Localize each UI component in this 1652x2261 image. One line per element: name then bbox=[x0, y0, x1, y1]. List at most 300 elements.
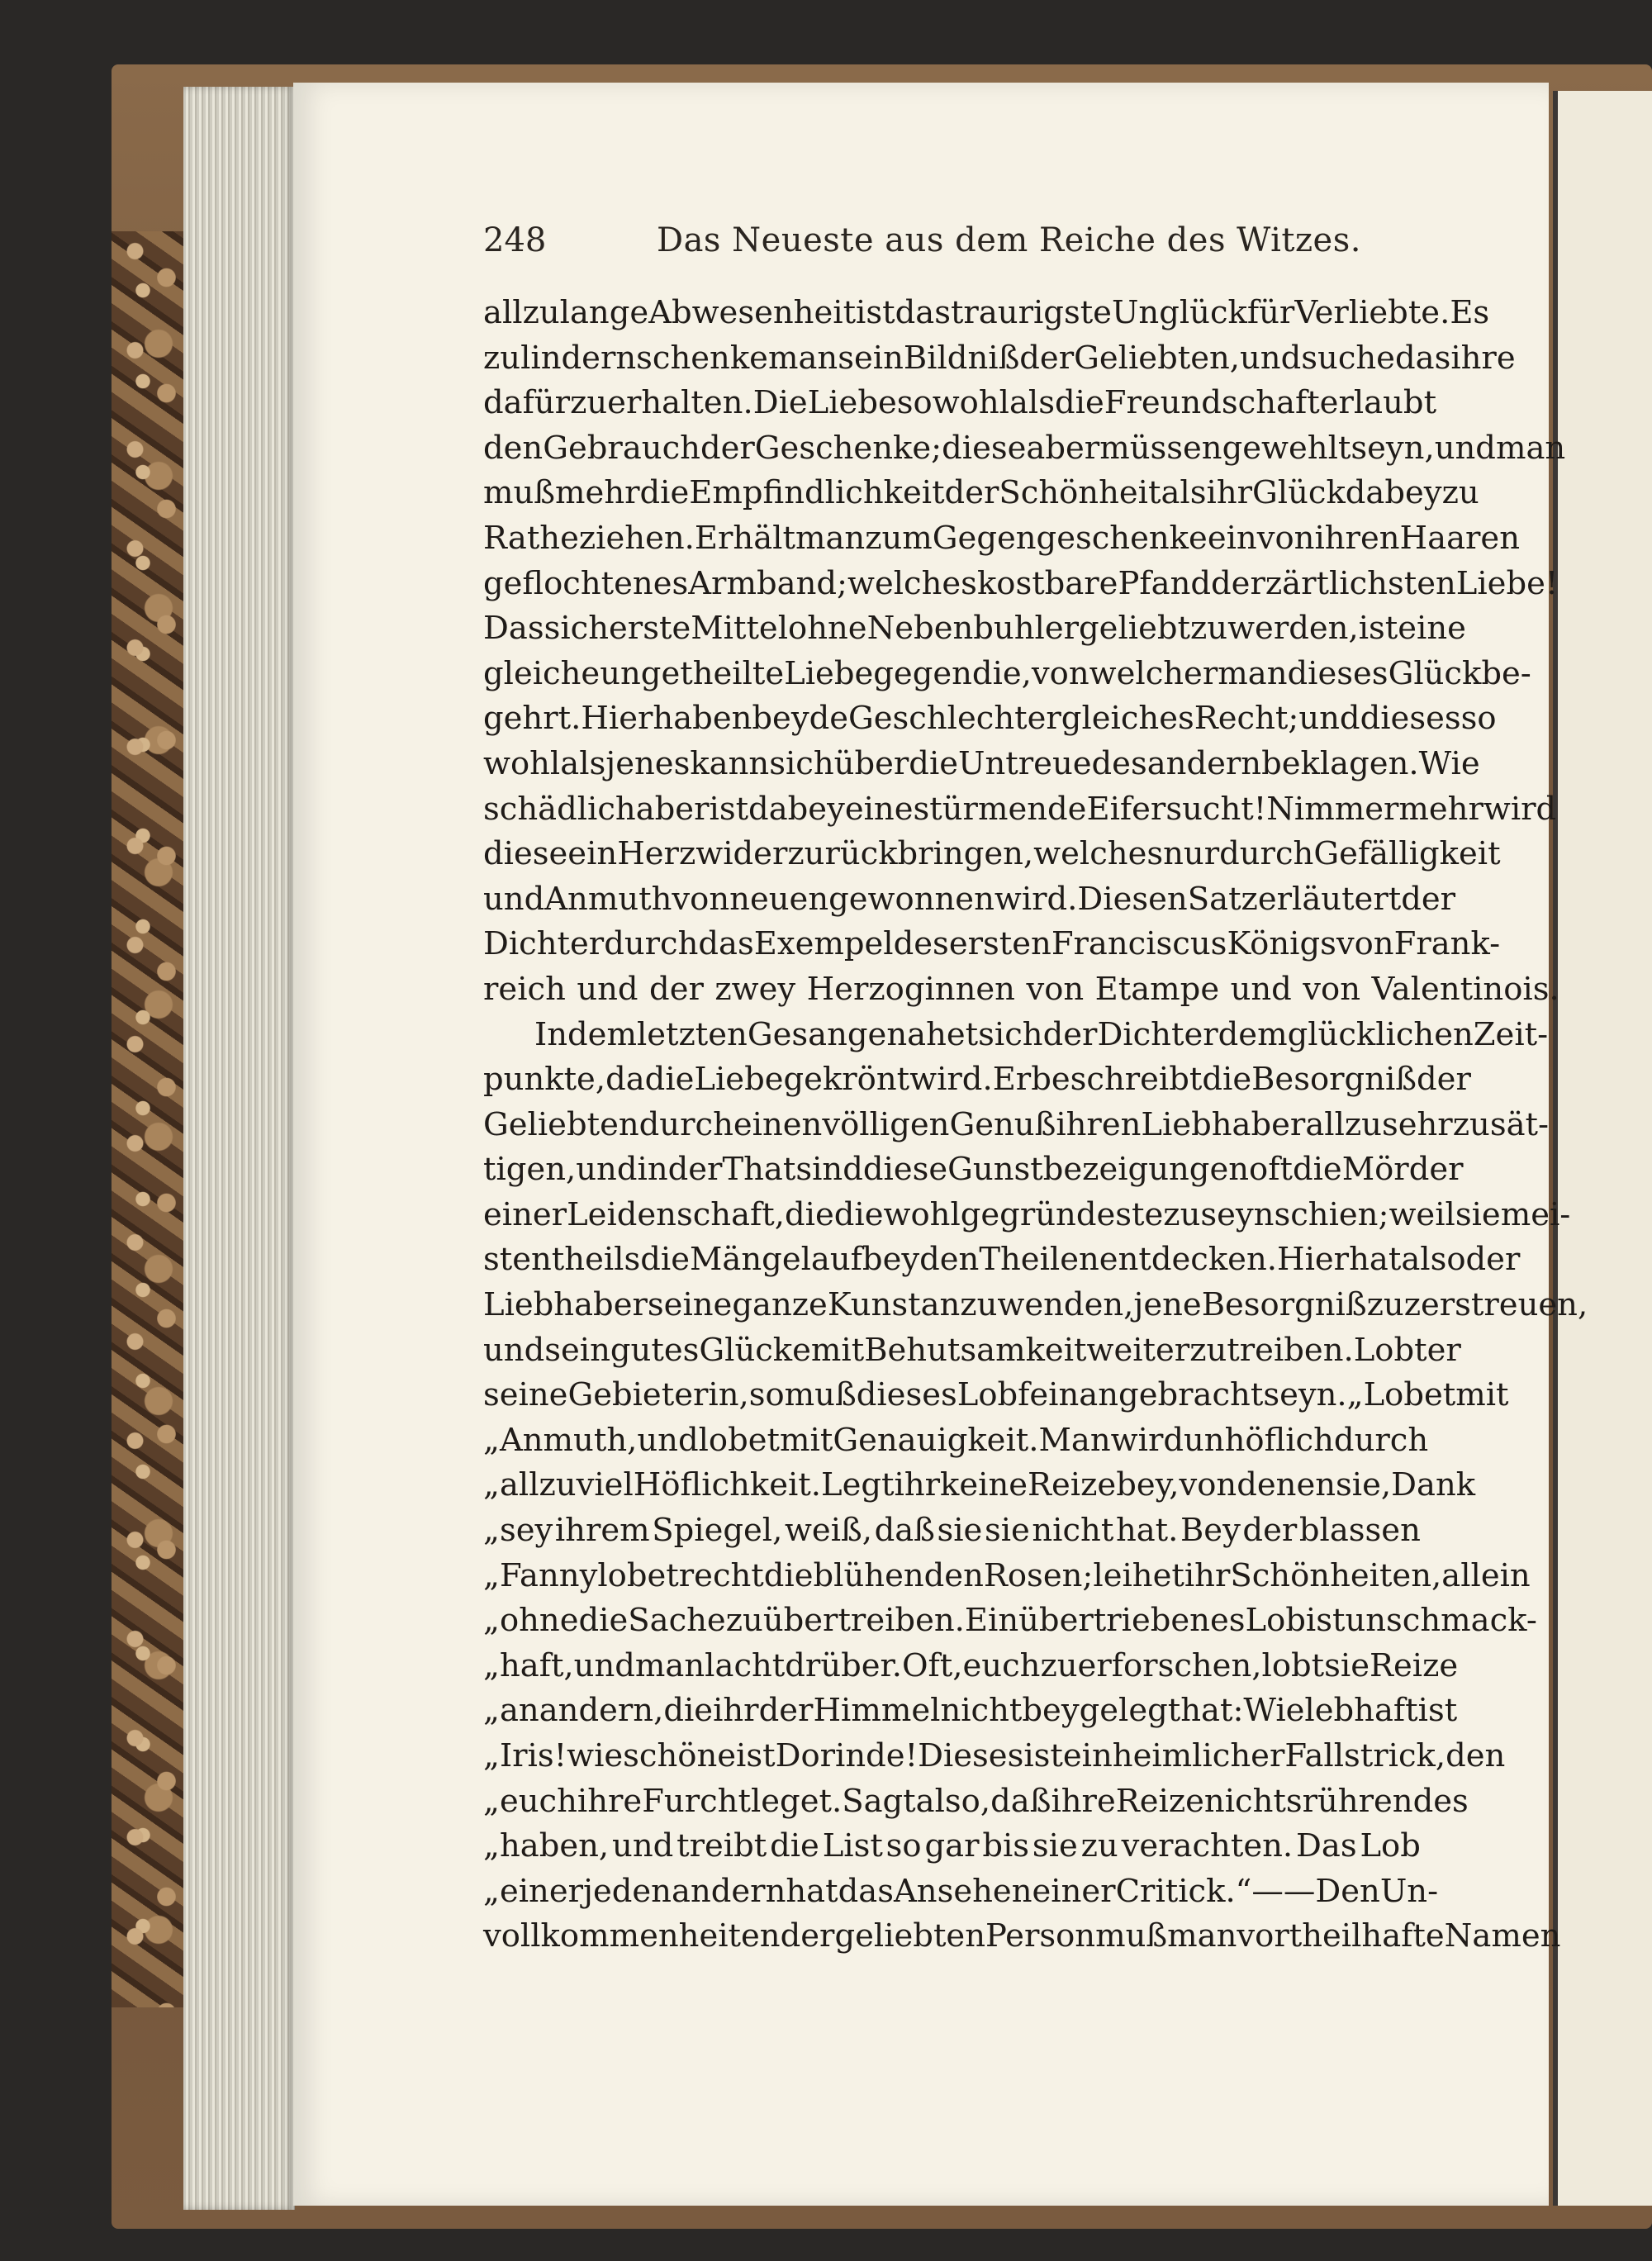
text-line bbox=[483, 652, 1531, 697]
word: gekrönt bbox=[783, 1061, 910, 1099]
word: Mittel bbox=[691, 610, 789, 648]
word: „sey bbox=[483, 1512, 553, 1550]
word: heimlicher bbox=[1112, 1737, 1285, 1774]
word: man bbox=[767, 339, 838, 377]
word: Das bbox=[483, 610, 544, 648]
word: kostbare bbox=[976, 564, 1118, 602]
word: jenes bbox=[605, 744, 691, 782]
word: „haft, bbox=[483, 1646, 574, 1684]
word: nahet bbox=[886, 1015, 979, 1053]
word: gutes bbox=[610, 1331, 700, 1369]
word: erforschen, bbox=[1077, 1646, 1262, 1684]
word: erlaubt bbox=[1319, 384, 1437, 422]
word: Es bbox=[1450, 294, 1490, 331]
text-line bbox=[483, 1463, 1476, 1508]
word: diese bbox=[942, 429, 1027, 467]
word: lacht bbox=[705, 1646, 786, 1684]
word: und bbox=[1240, 339, 1302, 377]
word: eine bbox=[1398, 610, 1466, 648]
word: durch bbox=[1333, 1421, 1429, 1459]
word: ihre bbox=[1051, 1782, 1116, 1820]
word: der bbox=[649, 970, 704, 1008]
text-line bbox=[483, 922, 1501, 967]
text-line bbox=[483, 1147, 1464, 1193]
word: seine bbox=[647, 1286, 733, 1324]
word: angebracht bbox=[1079, 1376, 1264, 1414]
word: sät- bbox=[1489, 1105, 1550, 1143]
word: „euch bbox=[483, 1782, 577, 1820]
word: Bey bbox=[1180, 1512, 1241, 1550]
word: Sagt bbox=[842, 1782, 916, 1820]
word: einer bbox=[483, 1195, 567, 1233]
word: Glücke bbox=[699, 1331, 811, 1369]
word: lobet bbox=[698, 1421, 781, 1459]
word: mit bbox=[1455, 1376, 1509, 1414]
word: Oft, bbox=[901, 1646, 963, 1684]
word: Herzoginnen bbox=[806, 970, 1015, 1008]
text-line bbox=[483, 1554, 1531, 1599]
word: „Iris! bbox=[483, 1737, 567, 1774]
word: ein bbox=[1062, 1737, 1113, 1774]
running-head: Das Neueste aus dem Reiche des Witzes. bbox=[657, 221, 1361, 259]
word: Critick.“ bbox=[1115, 1872, 1252, 1910]
word: die bbox=[644, 1061, 695, 1099]
word: Legt bbox=[821, 1466, 895, 1504]
text-line bbox=[483, 832, 1501, 877]
word: Nimmermehr bbox=[1266, 790, 1483, 828]
word: gehrt. bbox=[483, 700, 582, 738]
word: so bbox=[1460, 700, 1497, 738]
word: beyde bbox=[752, 700, 849, 738]
word: zerstreuen, bbox=[1403, 1286, 1588, 1324]
word: Lob bbox=[1245, 1602, 1306, 1640]
word: Königs bbox=[1227, 925, 1336, 963]
word: dieses bbox=[856, 1376, 957, 1414]
word: Satz bbox=[1187, 880, 1258, 918]
word: ist bbox=[1417, 1692, 1458, 1730]
word: Exempel bbox=[753, 925, 894, 963]
word: das bbox=[895, 294, 951, 331]
word: sein bbox=[544, 1331, 610, 1369]
word: List bbox=[822, 1827, 883, 1865]
word: die bbox=[785, 1195, 834, 1233]
word: zu bbox=[1441, 474, 1479, 512]
word: bey, bbox=[1116, 1466, 1180, 1504]
text-line bbox=[483, 1508, 1421, 1554]
word: Unglück bbox=[1111, 294, 1247, 331]
word: traurigste bbox=[950, 294, 1112, 331]
word: Reize bbox=[1115, 1782, 1204, 1820]
word: der bbox=[1042, 1015, 1098, 1053]
word: nur bbox=[1163, 835, 1220, 873]
text-line bbox=[483, 1598, 1537, 1644]
word: zu bbox=[1189, 1331, 1227, 1369]
word: punkte, bbox=[483, 1061, 606, 1099]
word: Haaren bbox=[1399, 519, 1521, 557]
word: des bbox=[1091, 744, 1147, 782]
body-text bbox=[483, 291, 1588, 1959]
word: „Fanny bbox=[483, 1556, 598, 1594]
word: welches bbox=[847, 564, 977, 602]
word: weiter bbox=[1086, 1331, 1190, 1369]
word: ist bbox=[1305, 1602, 1346, 1640]
word: gar bbox=[924, 1827, 980, 1865]
word: jeden bbox=[583, 1872, 672, 1910]
word: dieses bbox=[1360, 700, 1461, 738]
word: treiben. bbox=[1227, 1331, 1354, 1369]
text-line bbox=[483, 562, 1559, 607]
word: wird. bbox=[994, 880, 1078, 918]
word: der bbox=[1417, 1061, 1471, 1099]
text-line bbox=[483, 696, 1497, 742]
word: man bbox=[795, 519, 866, 557]
text-line bbox=[483, 1779, 1469, 1825]
text-line bbox=[483, 1193, 1571, 1238]
word: die bbox=[578, 1602, 629, 1640]
word: der bbox=[944, 474, 999, 512]
word: seyn. bbox=[1263, 1376, 1347, 1414]
word: der bbox=[1401, 880, 1456, 918]
word: Die bbox=[752, 384, 808, 422]
word: bringen, bbox=[897, 835, 1034, 873]
word: unschmack- bbox=[1345, 1602, 1537, 1640]
word: fein bbox=[1018, 1376, 1080, 1414]
word: Kunst bbox=[827, 1286, 921, 1324]
word: Er bbox=[992, 1061, 1032, 1099]
word: dem bbox=[567, 1015, 637, 1053]
word: vortheilhafte bbox=[1237, 1917, 1445, 1955]
word: zurück bbox=[787, 835, 898, 873]
word: Gesange bbox=[747, 1015, 887, 1053]
text-line bbox=[483, 742, 1480, 787]
word: drüber. bbox=[785, 1646, 902, 1684]
word: Liebe bbox=[807, 384, 897, 422]
word: und bbox=[483, 1331, 545, 1369]
word: vollkommenheiten bbox=[483, 1917, 781, 1955]
word: die bbox=[1054, 384, 1104, 422]
word: die bbox=[1202, 1061, 1252, 1099]
word: müssen bbox=[1099, 429, 1222, 467]
word: leihet bbox=[1093, 1556, 1184, 1594]
word: letzten bbox=[636, 1015, 748, 1053]
word: Valentinois. bbox=[1371, 970, 1559, 1008]
word: ersten bbox=[948, 925, 1051, 963]
word: sie bbox=[984, 1512, 1030, 1550]
word: Den bbox=[1315, 1872, 1380, 1910]
word: übertreiben. bbox=[762, 1602, 965, 1640]
word: die bbox=[833, 1195, 884, 1233]
word: hat bbox=[1349, 1241, 1402, 1279]
text-line bbox=[483, 1418, 1429, 1464]
word: Gebrauch bbox=[543, 429, 700, 467]
word: eine bbox=[844, 790, 914, 828]
word: dieses bbox=[1287, 654, 1389, 692]
word: von bbox=[1031, 654, 1089, 692]
text-line bbox=[483, 1869, 1439, 1915]
word: der bbox=[1465, 1241, 1521, 1279]
word: geliebten bbox=[834, 1917, 985, 1955]
text-line bbox=[483, 1373, 1509, 1418]
word: Ansehen bbox=[893, 1872, 1032, 1910]
word: die bbox=[639, 474, 690, 512]
word: reich bbox=[483, 970, 566, 1008]
word: Person bbox=[985, 1917, 1096, 1955]
word: Geschlechter bbox=[848, 700, 1061, 738]
word: sicherste bbox=[544, 610, 691, 648]
word: sie, bbox=[1336, 1466, 1392, 1504]
word: der bbox=[1211, 564, 1265, 602]
word: Man bbox=[1038, 1421, 1111, 1459]
word: schöne bbox=[623, 1737, 737, 1774]
word: gewonnen bbox=[828, 880, 995, 918]
word: glücklichen bbox=[1287, 1015, 1474, 1053]
word: erhalten. bbox=[607, 384, 753, 422]
word: zärtlichsten bbox=[1265, 564, 1456, 602]
word: die bbox=[640, 1241, 690, 1279]
word: sie bbox=[937, 1512, 983, 1550]
word: Recht; bbox=[1194, 700, 1299, 738]
word: weil bbox=[1389, 1195, 1455, 1233]
word: die bbox=[763, 1556, 814, 1594]
word: zu bbox=[725, 1602, 763, 1640]
word: so bbox=[885, 1827, 922, 1865]
word: leget. bbox=[750, 1782, 843, 1820]
word: Diesen bbox=[1077, 880, 1188, 918]
word: hat bbox=[786, 1872, 838, 1910]
word: einer bbox=[1032, 1872, 1116, 1910]
text-line bbox=[483, 787, 1557, 833]
word: also, bbox=[915, 1782, 991, 1820]
word: anzuwenden, bbox=[920, 1286, 1134, 1324]
word: Behutsamkeit bbox=[864, 1331, 1087, 1369]
text-line bbox=[483, 1914, 1561, 1959]
word: durch bbox=[638, 1105, 733, 1143]
word: Glück bbox=[1252, 474, 1346, 512]
word: hat: bbox=[1180, 1692, 1244, 1730]
text-line bbox=[483, 471, 1479, 516]
word: wohl bbox=[932, 384, 1009, 422]
word: ihrem bbox=[554, 1512, 650, 1550]
word: dafür bbox=[483, 384, 571, 422]
word: Reize bbox=[1369, 1646, 1459, 1684]
word: übertriebenes bbox=[1018, 1602, 1246, 1640]
word: stentheils bbox=[483, 1241, 641, 1279]
word: „Anmuth, bbox=[483, 1421, 638, 1459]
word: und bbox=[577, 970, 638, 1008]
word: Gebieterin, bbox=[567, 1376, 749, 1414]
word: wie bbox=[567, 1737, 624, 1774]
word: und bbox=[483, 880, 545, 918]
word: ohne bbox=[788, 610, 867, 648]
word: Zeit- bbox=[1473, 1015, 1549, 1053]
word: lobt bbox=[1261, 1646, 1325, 1684]
word: Mängel bbox=[690, 1241, 811, 1279]
word: Höflichkeit. bbox=[633, 1466, 822, 1504]
word: Dorinde! bbox=[775, 1737, 919, 1774]
word: lindern bbox=[520, 339, 637, 377]
word: weiß, bbox=[784, 1512, 872, 1550]
word: ist bbox=[1023, 1737, 1063, 1774]
word: so bbox=[896, 384, 933, 422]
word: — bbox=[1251, 1872, 1284, 1910]
word: neuen bbox=[729, 880, 829, 918]
word: schenke bbox=[636, 339, 768, 377]
word: jene bbox=[1133, 1286, 1202, 1324]
word: Reize bbox=[1028, 1466, 1117, 1504]
word: beygelegt bbox=[1022, 1692, 1181, 1730]
word: sie bbox=[1032, 1827, 1078, 1865]
text-line bbox=[483, 967, 1559, 1013]
word: Besorgniß bbox=[1251, 1061, 1417, 1099]
word: beschreibt bbox=[1031, 1061, 1203, 1099]
word: allzusehr bbox=[1305, 1105, 1453, 1143]
word: Herz bbox=[617, 835, 696, 873]
word: die, bbox=[971, 654, 1032, 692]
word: ziehen. bbox=[578, 519, 695, 557]
word: Liebe! bbox=[1455, 564, 1559, 602]
word: geflochtenes bbox=[483, 564, 689, 602]
word: zwey bbox=[714, 970, 796, 1008]
word: Nebenbuhler bbox=[866, 610, 1080, 648]
word: zu bbox=[1366, 1286, 1404, 1324]
word: wird bbox=[1110, 1421, 1184, 1459]
word: lobet bbox=[597, 1556, 679, 1594]
word: tigen, bbox=[483, 1151, 577, 1189]
word: seyn bbox=[1200, 1195, 1275, 1233]
text-line bbox=[483, 1734, 1506, 1779]
word: ist bbox=[709, 790, 749, 828]
word: einen bbox=[733, 1105, 823, 1143]
text-line bbox=[483, 1328, 1461, 1374]
word: denen bbox=[1237, 1466, 1336, 1504]
word: sie bbox=[1455, 1195, 1501, 1233]
text-line bbox=[483, 1689, 1458, 1734]
word: wohlgegründeste bbox=[883, 1195, 1164, 1233]
text-line bbox=[483, 606, 1466, 652]
word: zu bbox=[570, 384, 608, 422]
word: beklagen. bbox=[1261, 744, 1419, 782]
text-line bbox=[483, 291, 1490, 336]
word: also bbox=[1401, 1241, 1466, 1279]
word: Namen bbox=[1444, 1917, 1561, 1955]
word: Pfand bbox=[1118, 564, 1212, 602]
text-line bbox=[483, 1824, 1421, 1869]
word: den bbox=[483, 429, 544, 467]
word: allein bbox=[1441, 1556, 1531, 1594]
word: Dieses bbox=[918, 1737, 1024, 1774]
text-line bbox=[483, 1283, 1588, 1328]
word: dabey bbox=[748, 790, 845, 828]
word: Das bbox=[1296, 1827, 1357, 1865]
word: in bbox=[637, 1151, 668, 1189]
word: kann bbox=[690, 744, 770, 782]
word: von bbox=[672, 880, 730, 918]
word: nichts bbox=[1203, 1782, 1303, 1820]
word: zu bbox=[1452, 1105, 1490, 1143]
word: Verliebte. bbox=[1294, 294, 1450, 331]
word: ungetheilte bbox=[600, 654, 785, 692]
text-line bbox=[483, 1103, 1550, 1148]
word: Lobt bbox=[1353, 1331, 1427, 1369]
word: für bbox=[1246, 294, 1295, 331]
word: Gegengeschenke bbox=[932, 519, 1208, 557]
word: Geliebten bbox=[483, 1105, 639, 1143]
word: Lob bbox=[1360, 1827, 1421, 1865]
word: ist bbox=[736, 1737, 776, 1774]
word: ihren bbox=[1056, 1105, 1142, 1143]
word: muß bbox=[483, 474, 556, 512]
word: wider bbox=[695, 835, 788, 873]
word: ein bbox=[1207, 519, 1257, 557]
word: suche bbox=[1301, 339, 1395, 377]
word: seyn, bbox=[1351, 429, 1435, 467]
word: und bbox=[1298, 700, 1360, 738]
word: euch bbox=[962, 1646, 1041, 1684]
word: Geliebten, bbox=[1074, 339, 1241, 377]
text-line bbox=[483, 877, 1456, 923]
word: Ein bbox=[964, 1602, 1019, 1640]
word: Genauigkeit. bbox=[833, 1421, 1039, 1459]
word: der bbox=[700, 429, 755, 467]
word: Etampe bbox=[1094, 970, 1220, 1008]
word: Wie bbox=[1418, 744, 1480, 782]
word: Besorgniß bbox=[1201, 1286, 1367, 1324]
word: gleiches bbox=[1061, 700, 1194, 738]
word: Theilen bbox=[979, 1241, 1099, 1279]
word: Gunstbezeigungen bbox=[947, 1151, 1250, 1189]
word: lebhaft bbox=[1304, 1692, 1418, 1730]
word: der bbox=[667, 1151, 723, 1189]
word: ihr bbox=[1206, 474, 1253, 512]
word: In bbox=[534, 1015, 568, 1053]
word: mei- bbox=[1500, 1195, 1571, 1233]
text-line bbox=[483, 381, 1437, 426]
word: haben bbox=[653, 700, 752, 738]
word: recht bbox=[678, 1556, 764, 1594]
word: zum bbox=[865, 519, 933, 557]
word: aber bbox=[1026, 429, 1100, 467]
word: Dank bbox=[1391, 1466, 1476, 1504]
word: da bbox=[605, 1061, 645, 1099]
word: oft bbox=[1249, 1151, 1293, 1189]
word: That bbox=[722, 1151, 796, 1189]
word: zu bbox=[1189, 610, 1228, 648]
word: blühenden bbox=[813, 1556, 984, 1594]
text-line bbox=[483, 1644, 1459, 1689]
word: der bbox=[758, 1692, 814, 1730]
word: Erhält bbox=[694, 519, 795, 557]
word: „allzuviel bbox=[483, 1466, 634, 1504]
word: ihr bbox=[894, 1466, 941, 1504]
word: sein bbox=[838, 339, 904, 377]
word: man bbox=[634, 1646, 705, 1684]
word: erläutert bbox=[1257, 880, 1402, 918]
word: als bbox=[1161, 474, 1207, 512]
word: Rathe bbox=[483, 519, 579, 557]
word: zu bbox=[1040, 1646, 1078, 1684]
word: andern bbox=[671, 1872, 786, 1910]
word: schädlich bbox=[483, 790, 636, 828]
word: seine bbox=[483, 1376, 568, 1414]
word: ihren bbox=[1314, 519, 1400, 557]
word: Mörder bbox=[1341, 1151, 1464, 1189]
word: wohl bbox=[483, 744, 561, 782]
marbled-endpaper bbox=[112, 231, 190, 2007]
word: ihre bbox=[577, 1782, 643, 1820]
word: Schönheiten, bbox=[1230, 1556, 1442, 1594]
word: andern bbox=[1146, 744, 1262, 782]
word: be- bbox=[1481, 654, 1531, 692]
